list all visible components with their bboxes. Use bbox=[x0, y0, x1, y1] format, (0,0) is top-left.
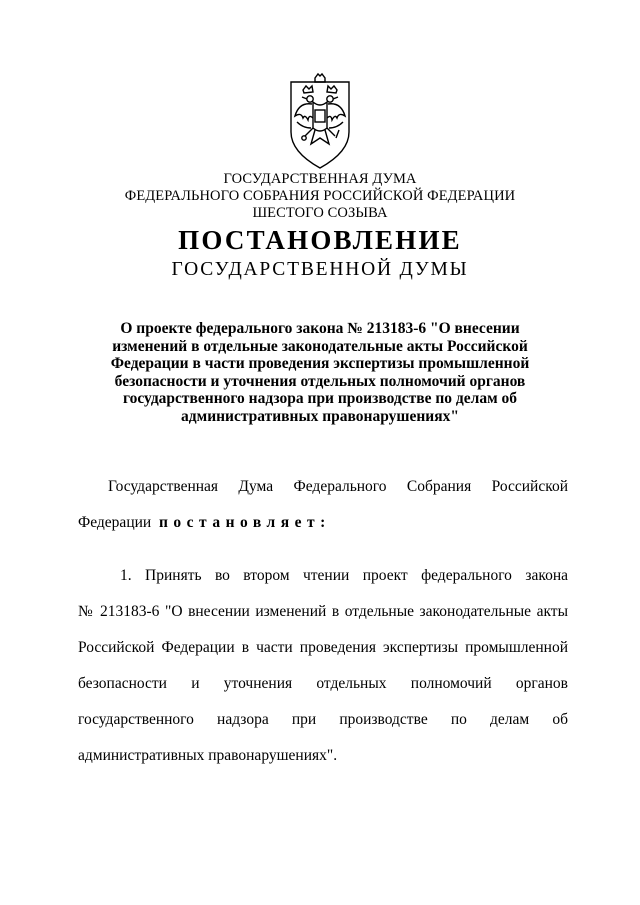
issuer-header bbox=[0, 171, 640, 222]
intro-prefix: Федерации bbox=[78, 514, 152, 531]
state-emblem-icon bbox=[285, 72, 355, 170]
resolution-verb: постановляет: bbox=[158, 514, 331, 531]
issuer-line-1: ГОСУДАРСТВЕННАЯ ДУМА bbox=[223, 171, 417, 187]
item1-line: 1. Принять во втором чтении проект федерального закона bbox=[120, 567, 568, 584]
intro-line-2 bbox=[78, 514, 568, 532]
item1-line: № 213183-6 "О внесении изменений в отдельные законодательные акты bbox=[78, 603, 568, 620]
item1-line: безопасности и уточнения отдельных полномочий органов bbox=[78, 675, 568, 692]
document-type-title: ПОСТАНОВЛЕНИЕ bbox=[178, 225, 462, 255]
subject-line: Федерации в части проведения экспертизы промышленной bbox=[110, 355, 530, 372]
subject-line: безопасности и уточнения отдельных полномочий органов bbox=[114, 372, 526, 390]
intro-line-1: Государственная Дума Федерального Собрания Российской bbox=[108, 478, 568, 495]
subject-line: государственного надзора при производстве по делам об bbox=[122, 390, 518, 407]
subject-line: О проекте федерального закона № 213183-6 "О внесении bbox=[120, 320, 520, 337]
item1-line: государственного надзора при производстве по делам об bbox=[78, 711, 568, 728]
subject-line: административных правонарушениях" bbox=[181, 407, 459, 425]
issuer-line-2: ФЕДЕРАЛЬНОГО СОБРАНИЯ РОССИЙСКОЙ ФЕДЕРАЦИИ bbox=[124, 188, 516, 204]
document-subject bbox=[100, 320, 540, 425]
item1-line: Российской Федерации в части проведения экспертизы промышленной bbox=[78, 639, 568, 656]
item1-line: административных правонарушениях". bbox=[78, 747, 338, 764]
subject-line: изменений в отдельные законодательные акты Российской bbox=[112, 337, 528, 355]
document-type-subtitle: ГОСУДАРСТВЕННОЙ ДУМЫ bbox=[171, 259, 469, 280]
issuer-line-3: ШЕСТОГО СОЗЫВА bbox=[252, 205, 388, 221]
